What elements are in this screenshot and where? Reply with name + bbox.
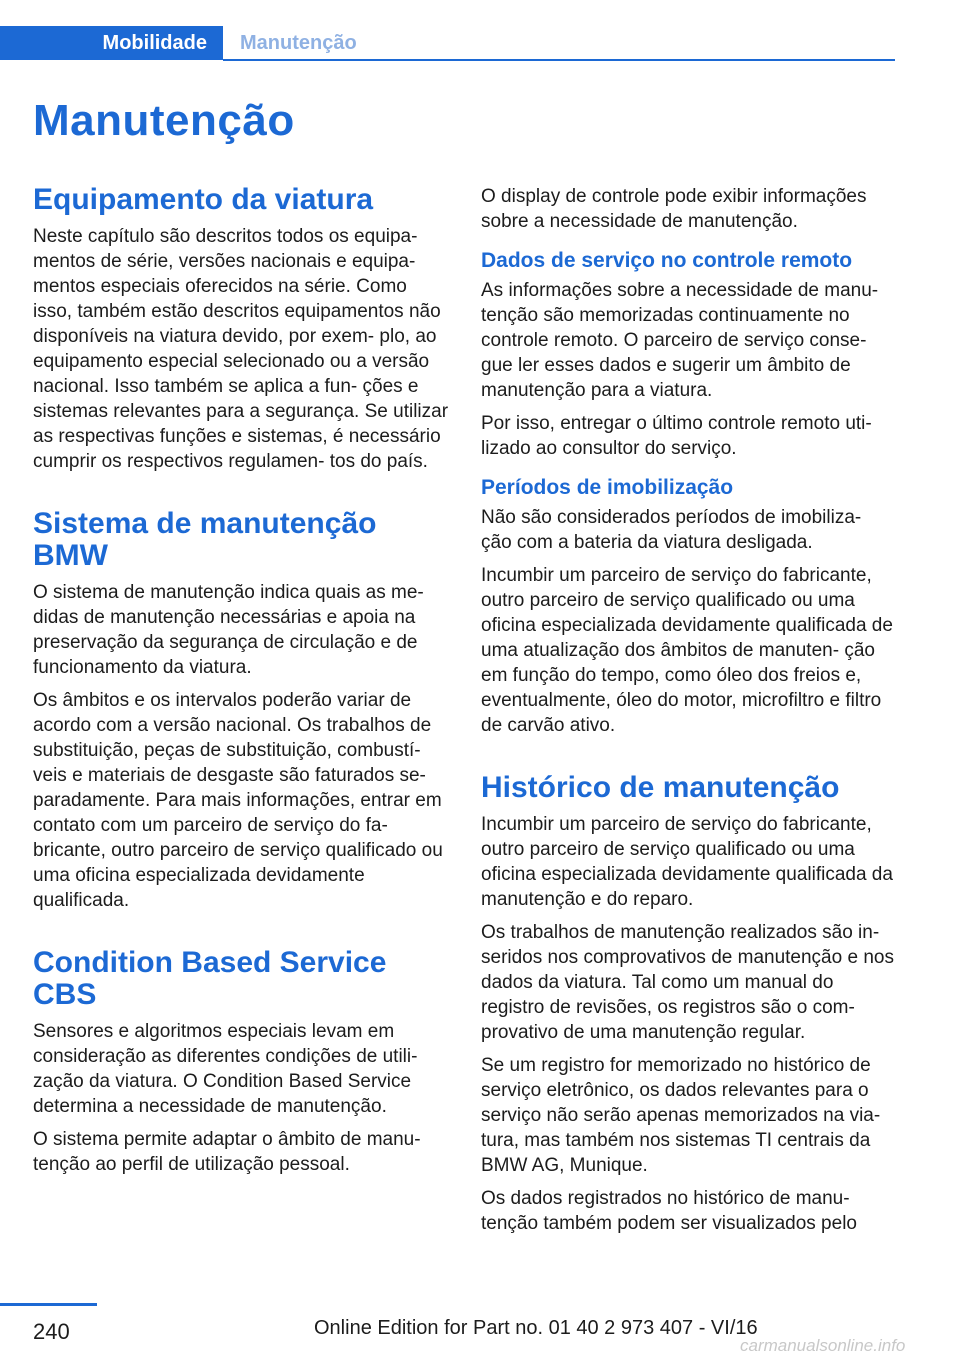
section-heading-cbs: Condition Based Service CBS	[33, 946, 387, 1011]
section-heading-sistema-manutencao: Sistema de manutenção BMW	[33, 507, 377, 572]
edition-info: Online Edition for Part no. 01 40 2 973 407 - VI/16	[314, 1317, 758, 1339]
section-heading-equipamento: Equipamento da viatura	[33, 183, 374, 216]
footer-divider	[0, 1303, 97, 1306]
paragraph: Sensores e algoritmos especiais levam em consideração as diferentes condições de utili- zação da viatura. O Condition Based Service determina a necessidade de manutenção.	[33, 1021, 418, 1117]
section-heading-historico-manutencao: Histórico de manutenção	[481, 771, 840, 804]
paragraph: Incumbir um parceiro de serviço do fabricante, outro parceiro de serviço qualificado ou uma oficina especializada devidamente qualificada da manutenção e do reparo.	[481, 814, 893, 910]
paragraph: O sistema permite adaptar o âmbito de manu- tenção ao perfil de utilização pessoal.	[33, 1129, 421, 1175]
page-header	[0, 26, 895, 62]
page-title: Manutenção	[33, 96, 295, 145]
paragraph: O sistema de manutenção indica quais as me- didas de manutenção necessárias e apoia na preservação da segurança de circulação e de funcionamento da viatura.	[33, 582, 424, 678]
page-number: 240	[33, 1319, 70, 1344]
left-column	[33, 184, 451, 1177]
subsection-heading-periodos-imobilizacao: Períodos de imobilização	[481, 476, 734, 499]
header-divider	[223, 59, 895, 61]
paragraph: Os trabalhos de manutenção realizados são in- seridos nos comprovativos de manutenção e nos dados da viatura. Tal como um manual do registro de revisões, os registros são o com- provativo de uma manutenção regular.	[481, 922, 894, 1043]
paragraph: Não são considerados períodos de imobiliza- ção com a bateria da viatura desligada.	[481, 507, 862, 553]
paragraph: Neste capítulo são descritos todos os equipa- mentos de série, versões nacionais e equipa- mentos especiais oferecidos na série. Como isso, também estão descritos equipamentos não disponíveis na viatura devido, por exem- plo, ao equipamento especial selecionado ou a versão nacional. Isso também se aplica a fun- ções e sistemas relevantes para a segurança. Se utilizar as respectivas funções e sistemas, é necessário cumprir os respectivos regulamen- tos do país.	[33, 226, 449, 472]
paragraph: Por isso, entregar o último controle remoto uti- lizado ao consultor do serviço.	[481, 413, 872, 459]
breadcrumb-tab-manutencao[interactable]: Manutenção	[240, 31, 357, 54]
paragraph: Os âmbitos e os intervalos poderão variar de acordo com a versão nacional. Os trabalhos de substituição, peças de substituição, combustí- veis e materiais de desgaste são faturados se- paradamente. Para mais informações, entrar em contato com um parceiro de serviço do fa- bricante, outro parceiro de serviço qualificado ou uma oficina especializada devidamente qualificada.	[33, 690, 443, 911]
breadcrumb-tab-mobilidade[interactable]: Mobilidade	[0, 26, 223, 60]
paragraph: O display de controle pode exibir informações sobre a necessidade de manutenção.	[481, 186, 867, 232]
paragraph: As informações sobre a necessidade de manu- tenção são memorizadas continuamente no controle remoto. O parceiro de serviço conse- gue ler esses dados e sugerir um âmbito de manutenção para a viatura.	[481, 280, 879, 401]
paragraph: Os dados registrados no histórico de manu- tenção também podem ser visualizados pelo	[481, 1188, 857, 1234]
subsection-heading-dados-servico: Dados de serviço no controle remoto	[481, 249, 853, 272]
paragraph: Incumbir um parceiro de serviço do fabricante, outro parceiro de serviço qualificado ou uma oficina especializada devidamente qualificada de uma atualização dos âmbitos de manuten- ção em função do tempo, como óleo dos freios e, eventualmente, óleo do motor, microfiltro e filtro de carvão ativo.	[481, 565, 893, 736]
watermark: carmanualsonline.info	[740, 1336, 906, 1355]
right-column	[481, 184, 897, 1236]
paragraph: Se um registro for memorizado no histórico de serviço eletrônico, os dados relevantes para o serviço não serão apenas memorizados na via- tura, mas também nos sistemas TI centrais da BMW AG, Munique.	[481, 1055, 881, 1176]
